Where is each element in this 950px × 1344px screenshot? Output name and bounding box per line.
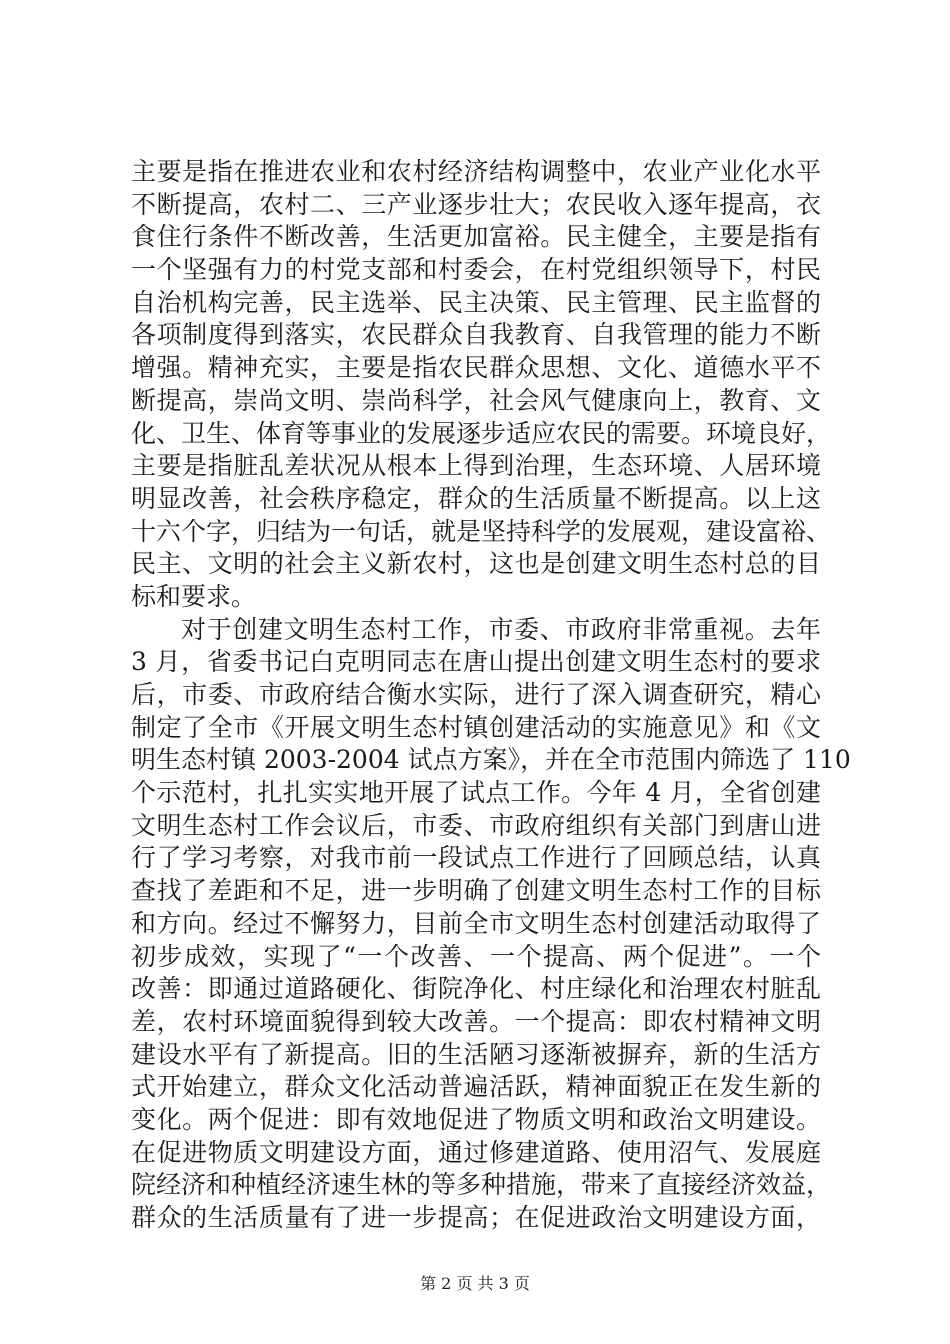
text-line: 个示范村，扎扎实实地开展了试点工作。今年 4 月，全省创建 bbox=[131, 778, 821, 808]
text-line: 建设水平有了新提高。旧的生活陋习逐渐被摒弃，新的生活方 bbox=[131, 1039, 821, 1069]
page-number-footer: 第 2 页 共 3 页 bbox=[420, 1274, 530, 1293]
text-line: 行了学习考察，对我市前一段试点工作进行了回顾总结，认真 bbox=[131, 843, 821, 873]
paragraph-first-line: 对于创建文明生态村工作，市委、市政府非常重视。去年 bbox=[181, 614, 821, 644]
text-line: 院经济和种植经济速生林的等多种措施，带来了直接经济效益， bbox=[131, 1170, 832, 1200]
text-line: 明显改善，社会秩序稳定，群众的生活质量不断提高。以上这 bbox=[131, 483, 821, 513]
text-line: 在促进物质文明建设方面，通过修建道路、使用沼气、发展庭 bbox=[131, 1137, 821, 1167]
text-line: 和方向。经过不懈努力，目前全市文明生态村创建活动取得了 bbox=[131, 908, 821, 938]
text-line: 式开始建立，群众文化活动普遍活跃，精神面貌正在发生新的 bbox=[131, 1072, 821, 1102]
text-line: 变化。两个促进：即有效地促进了物质文明和政治文明建设。 bbox=[131, 1104, 821, 1134]
body-text bbox=[131, 156, 851, 1235]
text-line: 自治机构完善，民主选举、民主决策、民主管理、民主监督的 bbox=[131, 287, 821, 317]
text-line: 改善：即通过道路硬化、街院净化、村庄绿化和治理农村脏乱 bbox=[131, 974, 821, 1004]
text-line: 化、卫生、体育等事业的发展逐步适应农民的需要。环境良好， bbox=[131, 418, 832, 448]
text-line: 群众的生活质量有了进一步提高；在促进政治文明建设方面， bbox=[131, 1203, 821, 1232]
text-line: 各项制度得到落实，农民群众自我教育、自我管理的能力不断 bbox=[131, 320, 821, 350]
text-line: 制定了全市《开展文明生态村镇创建活动的实施意见》和《文 bbox=[131, 712, 821, 742]
text-line: 标和要求。 bbox=[131, 581, 257, 611]
text-line: 主要是指在推进农业和农村经济结构调整中，农业产业化水平 bbox=[131, 157, 821, 186]
text-line: 查找了差距和不足，进一步明确了创建文明生态村工作的目标 bbox=[131, 876, 821, 906]
text-line: 明生态村镇 2003-2004 试点方案》，并在全市范围内筛选了 110 bbox=[131, 745, 851, 775]
text-line: 文明生态村工作会议后，市委、市政府组织有关部门到唐山进 bbox=[131, 810, 821, 840]
text-line: 十六个字，归结为一句话，就是坚持科学的发展观，建设富裕、 bbox=[131, 516, 832, 546]
text-line: 3 月，省委书记白克明同志在唐山提出创建文明生态村的要求 bbox=[131, 647, 821, 677]
text-line: 增强。精神充实，主要是指农民群众思想、文化、道德水平不 bbox=[131, 353, 821, 383]
text-line: 一个坚强有力的村党支部和村委会，在村党组织领导下，村民 bbox=[131, 255, 821, 285]
text-line: 初步成效，实现了“一个改善、一个提高、两个促进”。一个 bbox=[131, 941, 821, 971]
text-line: 主要是指脏乱差状况从根本上得到治理，生态环境、人居环境 bbox=[131, 451, 821, 481]
text-line: 食住行条件不断改善，生活更加富裕。民主健全，主要是指有 bbox=[131, 222, 821, 252]
text-line: 断提高，崇尚文明、崇尚科学，社会风气健康向上，教育、文 bbox=[131, 385, 821, 415]
text-line: 民主、文明的社会主义新农村，这也是创建文明生态村总的目 bbox=[131, 549, 821, 579]
text-line: 不断提高，农村二、三产业逐步壮大；农民收入逐年提高，衣 bbox=[131, 189, 821, 219]
text-line: 后，市委、市政府结合衡水实际，进行了深入调查研究，精心 bbox=[131, 680, 821, 709]
text-line: 差，农村环境面貌得到较大改善。一个提高：即农村精神文明 bbox=[131, 1006, 821, 1036]
